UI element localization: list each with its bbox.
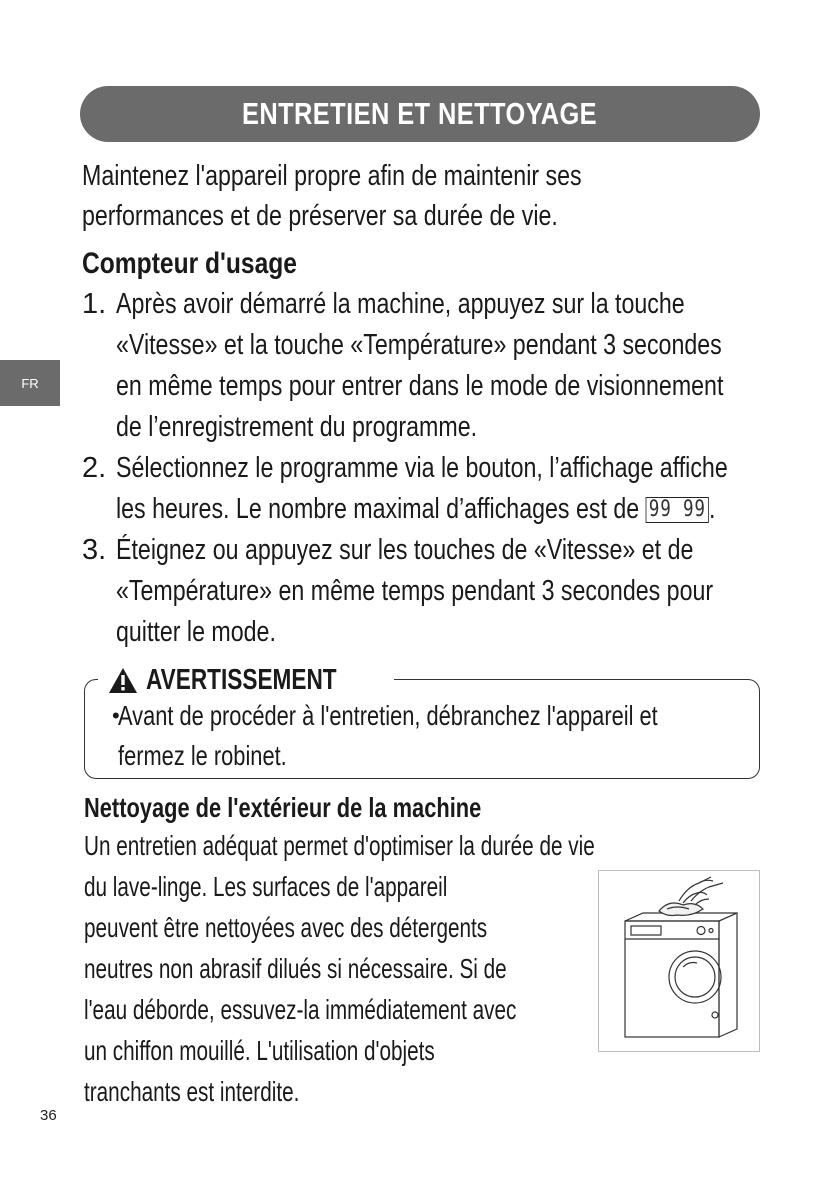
language-tab-label: FR: [21, 375, 39, 391]
usage-steps-list: [82, 284, 839, 653]
warning-title-text: AVERTISSEMENT: [146, 663, 337, 696]
paragraph-line: Un entretien adéquat permet d'optimiser la durée de vie: [84, 830, 595, 861]
display-counter-glyph: 99 99: [646, 497, 709, 523]
paragraph-line: l'eau déborde, essuvez-la immédiatement avec: [84, 994, 517, 1025]
washing-machine-cleaning-icon: [599, 871, 759, 1051]
warning-triangle-icon: [108, 667, 138, 694]
paragraph-line: tranchants est interdite.: [84, 1076, 300, 1107]
section-title-banner: [80, 86, 760, 142]
step-line: Après avoir démarré la machine, appuyez sur la touche: [116, 288, 685, 320]
step-number: 3.: [82, 534, 107, 566]
step-line: quitter le mode.: [116, 616, 276, 648]
intro-line: Maintenez l'appareil propre afin de maintenir ses: [82, 160, 582, 192]
step-line: [116, 489, 728, 530]
paragraph-line: du lave-linge. Les surfaces de l'appareil: [84, 871, 448, 902]
washing-machine-illustration: [598, 870, 760, 1052]
section-title: ENTRETIEN ET NETTOYAGE: [242, 96, 598, 131]
intro-paragraph: [82, 156, 707, 236]
exterior-cleaning-heading: Nettoyage de l'extérieur de la machine: [84, 792, 482, 823]
warning-title: [98, 660, 394, 700]
step-number: 2.: [82, 452, 107, 484]
paragraph-line: un chiffon mouillé. L'utilisation d'objets: [84, 1035, 435, 1066]
paragraph-line: peuvent être nettoyées avec des détergents: [84, 912, 488, 943]
warning-line: Avant de procéder à l'entretien, débranchez l'appareil et: [118, 700, 658, 731]
step-text: les heures. Le nombre maximal d’affichages est de: [116, 493, 640, 525]
step-line: «Température» en même temps pendant 3 secondes pour: [116, 575, 714, 607]
step-number: 1.: [82, 288, 107, 320]
page-number: 36: [40, 1107, 57, 1124]
paragraph-line: neutres non abrasif dilués si nécessaire. Si de: [84, 953, 507, 984]
step-line: en même temps pour entrer dans le mode de visionnement: [116, 370, 724, 402]
list-item: [82, 284, 839, 448]
step-line: Sélectionnez le programme via le bouton, l’affichage affiche: [116, 452, 728, 484]
warning-content: [92, 696, 810, 776]
intro-line: performances et de préserver sa durée de vie.: [82, 200, 558, 232]
bullet-point: •: [112, 703, 120, 728]
warning-line: fermez le robinet.: [118, 740, 287, 771]
step-end-punct: .: [708, 493, 716, 525]
list-item: [82, 448, 839, 530]
language-tab: [0, 360, 60, 406]
usage-counter-heading: Compteur d'usage: [82, 247, 297, 280]
step-line: Éteignez ou appuyez sur les touches de «Vitesse» et de: [116, 534, 694, 566]
list-item: [82, 530, 839, 653]
step-line: de l’enregistrement du programme.: [116, 411, 478, 443]
step-line: «Vitesse» et la touche «Température» pendant 3 secondes: [116, 329, 722, 361]
